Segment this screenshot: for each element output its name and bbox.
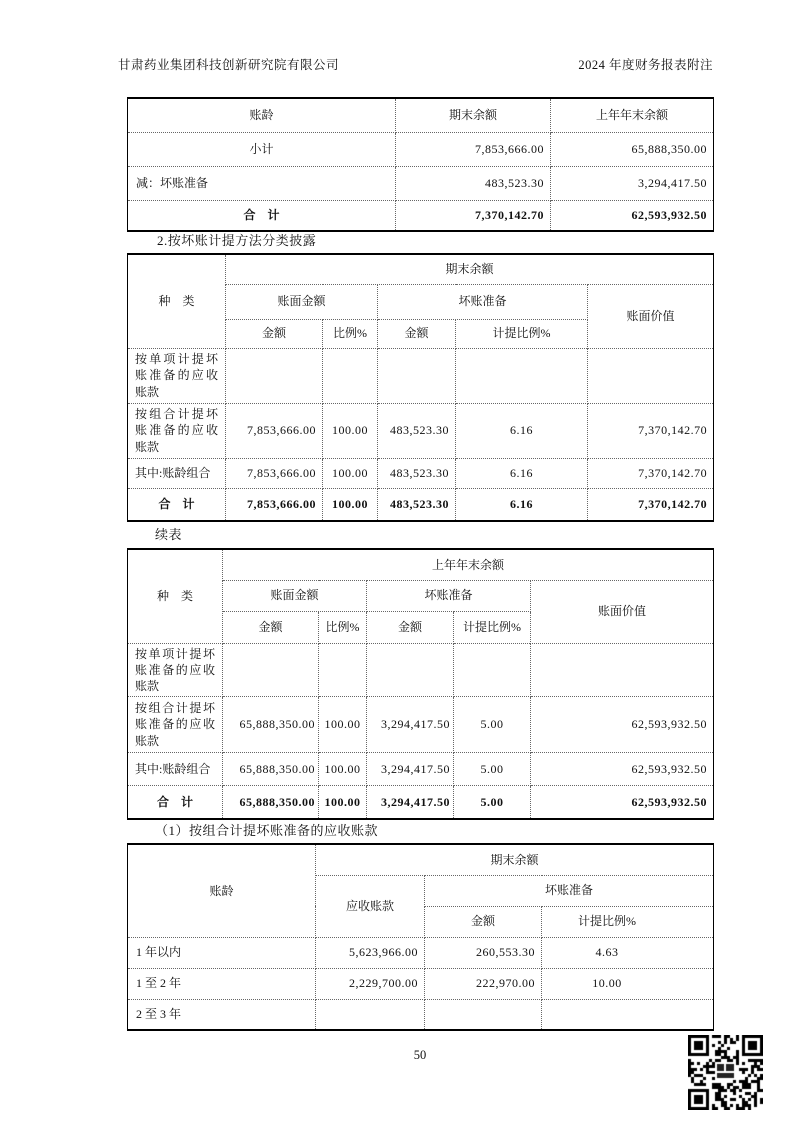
total-row [128,786,714,819]
column-header: 期末余额 [226,254,714,284]
amount-cell: 62,593,932.50 [531,753,714,786]
column-header: 金额 [367,611,454,643]
aging-summary-table [127,97,714,232]
row-label: 按单项计提坏账准备的应收账款 [128,643,223,697]
ratio-cell [456,348,588,403]
ratio-cell: 5.00 [454,753,531,786]
column-header: 期末余额 [316,844,714,875]
column-header: 账龄 [128,98,396,132]
amount-cell: 62,593,932.50 [531,786,714,819]
table-row [128,968,714,999]
amount-cell: 65,888,350.00 [223,697,319,753]
table-row [128,937,714,968]
column-header: 账面金额 [223,580,367,611]
ratio-cell: 100.00 [323,458,378,488]
table-header-row [128,549,714,580]
document-header [118,55,713,73]
column-header: 计提比例% [456,319,588,348]
column-header: 上年年末余额 [223,549,714,580]
column-header: 金额 [378,319,456,348]
amount-cell: 3,294,417.50 [367,697,454,753]
section-title-group-method: （1）按组合计提坏账准备的应收账款 [155,823,379,838]
ratio-cell: 100.00 [323,488,378,521]
table-row [128,348,714,403]
column-header: 坏账准备 [425,875,714,906]
row-label: 其中:账龄组合 [128,753,223,786]
column-header: 账龄 [128,844,316,937]
table-row [128,697,714,753]
table-row [128,403,714,458]
column-header: 种 类 [128,549,223,643]
group-aging-table [127,843,714,1031]
method-table-closing [127,253,714,522]
table-row [128,132,714,166]
row-label: 其中:账龄组合 [128,458,226,488]
amount-cell: 222,970.00 [425,968,542,999]
column-header: 计提比例% [542,906,714,937]
ratio-cell: 100.00 [319,786,367,819]
table-row [128,166,714,200]
column-header: 种 类 [128,254,226,348]
column-header: 坏账准备 [367,580,531,611]
row-label: 按单项计提坏账准备的应收账款 [128,348,226,403]
ratio-cell [323,348,378,403]
ratio-cell: 100.00 [323,403,378,458]
section-title-by-method: 2.按坏账计提方法分类披露 [157,233,317,248]
row-label: 按组合计提坏账准备的应收账款 [128,403,226,458]
ratio-cell: 4.63 [542,937,714,968]
ratio-cell: 5.00 [454,697,531,753]
column-header: 金额 [425,906,542,937]
row-label: 合 计 [128,488,226,521]
doc-title: 2024 年度财务报表附注 [578,58,713,72]
amount-cell [367,643,454,697]
amount-cell: 7,853,666.00 [226,488,323,521]
amount-cell: 483,523.30 [378,488,456,521]
amount-cell: 65,888,350.00 [551,132,714,166]
amount-cell: 7,853,666.00 [226,458,323,488]
column-header: 计提比例% [454,611,531,643]
qr-pattern [688,1035,763,1110]
total-row [128,488,714,521]
row-label: 1 年以内 [128,937,316,968]
row-label: 1 至 2 年 [128,968,316,999]
amount-cell [226,348,323,403]
column-header: 金额 [223,611,319,643]
amount-cell: 260,553.30 [425,937,542,968]
method-table-prior [127,548,714,820]
amount-cell [316,999,425,1030]
page-footer [127,1048,713,1063]
total-row [128,200,714,231]
ratio-cell [454,643,531,697]
amount-cell: 5,623,966.00 [316,937,425,968]
ratio-cell: 10.00 [542,968,714,999]
column-header: 账面价值 [531,580,714,643]
column-header: 期末余额 [396,98,551,132]
amount-cell: 3,294,417.50 [367,786,454,819]
amount-cell: 7,853,666.00 [396,132,551,166]
page-number: 50 [413,1048,427,1062]
table-row [128,999,714,1030]
amount-cell: 65,888,350.00 [223,786,319,819]
row-label: 2 至 3 年 [128,999,316,1030]
table-row [128,458,714,488]
amount-cell: 62,593,932.50 [531,697,714,753]
column-header: 上年年末余额 [551,98,714,132]
column-header: 账面价值 [588,284,714,348]
column-header: 比例% [319,611,367,643]
amount-cell: 483,523.30 [378,403,456,458]
ratio-cell: 100.00 [319,697,367,753]
amount-cell [588,348,714,403]
amount-cell: 3,294,417.50 [551,166,714,200]
table-row [128,753,714,786]
company-name: 甘肃药业集团科技创新研究院有限公司 [118,58,340,72]
qr-code [688,1035,763,1110]
table-header-row [128,254,714,284]
ratio-cell: 6.16 [456,403,588,458]
amount-cell: 7,370,142.70 [588,403,714,458]
amount-cell: 3,294,417.50 [367,753,454,786]
amount-cell [223,643,319,697]
amount-cell: 7,370,142.70 [588,488,714,521]
amount-cell [425,999,542,1030]
amount-cell: 65,888,350.00 [223,753,319,786]
row-label: 小计 [128,132,396,166]
ratio-cell: 100.00 [319,753,367,786]
column-header: 应收账款 [316,875,425,937]
amount-cell: 7,370,142.70 [588,458,714,488]
amount-cell: 483,523.30 [378,458,456,488]
table-header-row [128,844,714,875]
amount-cell: 2,229,700.00 [316,968,425,999]
table-header-row [128,98,714,132]
column-header: 账面金额 [226,284,378,319]
column-header: 金额 [226,319,323,348]
amount-cell: 7,370,142.70 [396,200,551,231]
ratio-cell [542,999,714,1030]
column-header: 坏账准备 [378,284,588,319]
amount-cell: 62,593,932.50 [551,200,714,231]
row-label: 按组合计提坏账准备的应收账款 [128,697,223,753]
continued-table-label: 续表 [155,527,183,542]
amount-cell [531,643,714,697]
amount-cell: 7,853,666.00 [226,403,323,458]
ratio-cell: 6.16 [456,458,588,488]
amount-cell: 483,523.30 [396,166,551,200]
row-label: 减：坏账准备 [128,166,396,200]
table-row [128,643,714,697]
ratio-cell: 6.16 [456,488,588,521]
ratio-cell: 5.00 [454,786,531,819]
ratio-cell [319,643,367,697]
column-header: 比例% [323,319,378,348]
row-label: 合 计 [128,786,223,819]
row-label: 合 计 [128,200,396,231]
amount-cell [378,348,456,403]
